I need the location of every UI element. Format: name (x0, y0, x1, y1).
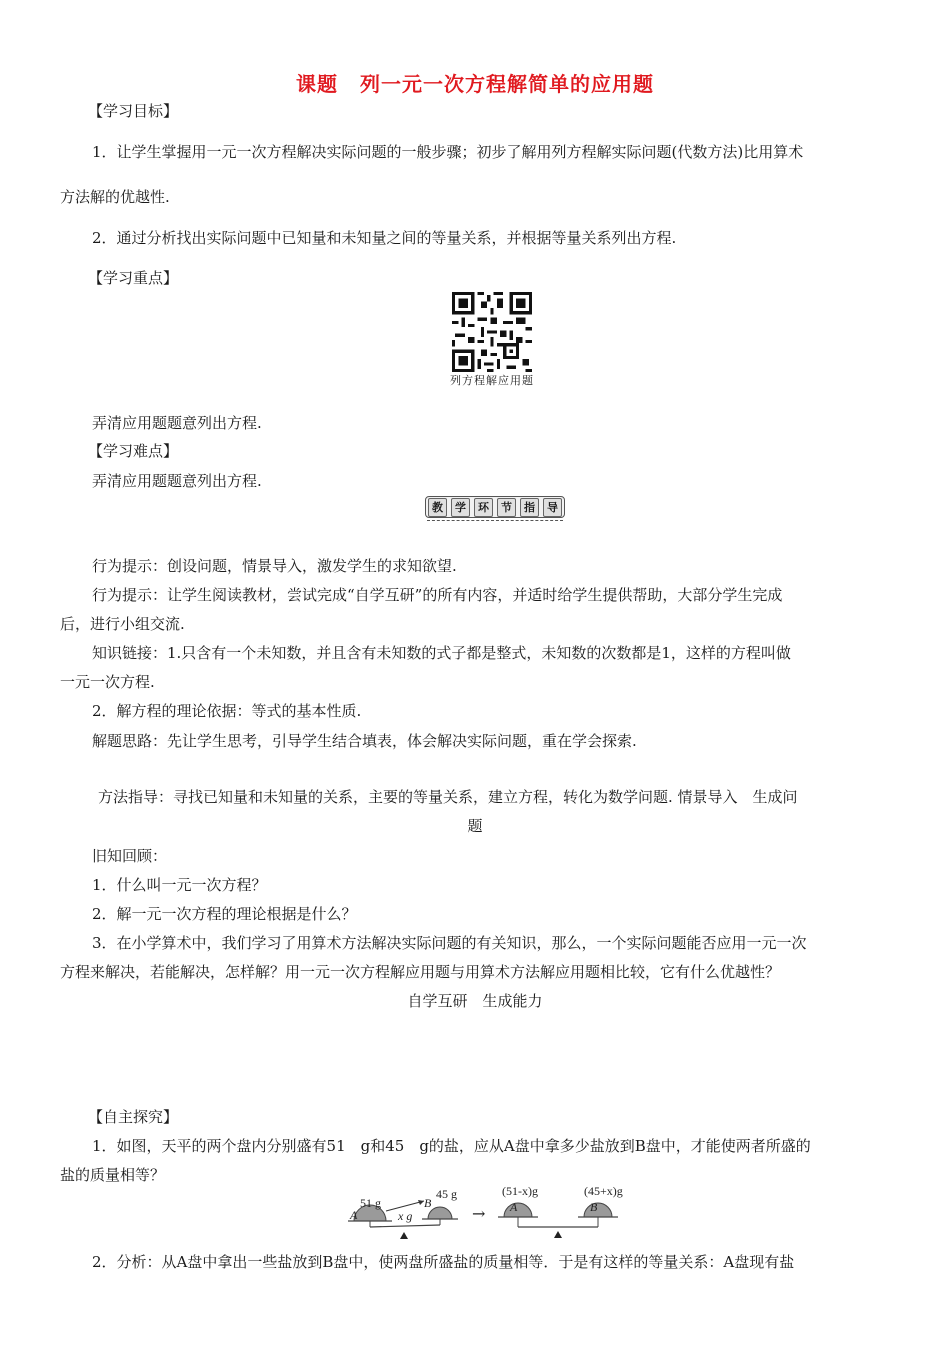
plate-b-after-label: B (590, 1200, 598, 1214)
plate-b-label: B (424, 1196, 432, 1210)
method-guide-line-1: 方法指导：寻找已知量和未知量的关系，主要的等量关系，建立方程，转化为数学问题. 情景导入 生成问 (98, 788, 798, 806)
hint-2-line-2: 后，进行小组交流. (60, 615, 185, 633)
objective-1-line-2: 方法解的优越性. (60, 188, 170, 206)
knowledge-link-line-2: 一元一次方程. (60, 673, 155, 691)
banner-char: 导 (543, 498, 562, 517)
plate-b-weight: 45 g (436, 1187, 457, 1201)
banner-char: 指 (520, 498, 539, 517)
banner-underline (427, 520, 563, 521)
difficulties-text: 弄清应用题题意列出方程. (92, 472, 262, 490)
solution-approach: 解题思路：先让学生思考，引导学生结合填表，体会解决实际问题，重在学会探索. (92, 732, 637, 750)
method-guide-line-2: 题 (467, 817, 483, 835)
banner-char: 教 (428, 498, 447, 517)
section-banner (425, 494, 565, 522)
plate-a-after-label: A (510, 1200, 518, 1214)
objective-2: 2．通过分析找出实际问题中已知量和未知量之间的等量关系，并根据等量关系列出方程. (92, 229, 677, 247)
title-text: 列一元一次方程解简单的应用题 (360, 72, 654, 96)
review-question-3-line-2: 方程来解决，若能解决，怎样解？用一元一次方程解应用题与用算术方法解应用题相比较，它有什么优越性？ (60, 963, 781, 981)
qr-code[interactable] (452, 292, 532, 372)
key-points-heading: 【学习重点】 (88, 269, 179, 287)
objective-1-line-1: 1．让学生掌握用一元一次方程解决实际问题的一般步骤；初步了解用列方程解实际问题(代数方法)比用算术 (92, 143, 804, 161)
plate-a-label: A (350, 1208, 358, 1222)
key-points-text: 弄清应用题题意列出方程. (92, 414, 262, 432)
review-question-1: 1．什么叫一元一次方程？ (92, 876, 267, 894)
hint-2-line-1: 行为提示：让学生阅读教材，尝试完成“自学互研”的所有内容，并适时给学生提供帮助，大部分学生完成 (92, 586, 783, 604)
plate-b-after-weight: (45+x)g (584, 1184, 623, 1198)
transfer-amount: x g (398, 1209, 413, 1223)
knowledge-link-line-1: 知识链接：1.只含有一个未知数，并且含有未知数的式子都是整式，未知数的次数都是1，这样的方程叫做 (92, 644, 791, 662)
problem-2-line-1: 2．分析：从A盘中拿出一些盐放到B盘中，使两盘所盛盐的质量相等．于是有这样的等量关系：A盘现有盐 (92, 1253, 795, 1271)
balance-figure (344, 1183, 644, 1245)
knowledge-link-2: 2．解方程的理论依据：等式的基本性质. (92, 702, 362, 720)
qr-caption: 列方程解应用题 (450, 374, 534, 387)
balance-before (348, 1187, 458, 1239)
difficulties-heading: 【学习难点】 (88, 442, 179, 460)
banner-char: 学 (451, 498, 470, 517)
balance-after (498, 1184, 623, 1238)
review-question-3-line-1: 3．在小学算术中，我们学习了用算术方法解决实际问题的有关知识，那么，一个实际问题能否应用一元一次 (92, 934, 807, 952)
plate-a-weight: 51 g (360, 1196, 381, 1210)
problem-1-line-1: 1．如图，天平的两个盘内分别盛有51 g和45 g的盐，应从A盘中拿多少盐放到B盘中，才能使两者所盛的 (92, 1137, 811, 1155)
plate-a-after-weight: (51-x)g (502, 1184, 538, 1198)
review-heading: 旧知回顾： (92, 847, 168, 865)
problem-1-line-2: 盐的质量相等？ (60, 1166, 166, 1184)
banner-char: 节 (497, 498, 516, 517)
explore-heading: 【自主探究】 (88, 1108, 179, 1126)
section-heading-self-study: 自学互研 生成能力 (407, 992, 543, 1010)
objectives-heading: 【学习目标】 (88, 102, 179, 120)
banner-char: 环 (474, 498, 493, 517)
page-title (0, 68, 950, 97)
hint-1: 行为提示：创设问题，情景导入，激发学生的求知欲望. (92, 557, 457, 575)
review-question-2: 2．解一元一次方程的理论根据是什么？ (92, 905, 357, 923)
title-label: 课题 (296, 72, 338, 96)
transition-arrow: → (472, 1204, 486, 1223)
